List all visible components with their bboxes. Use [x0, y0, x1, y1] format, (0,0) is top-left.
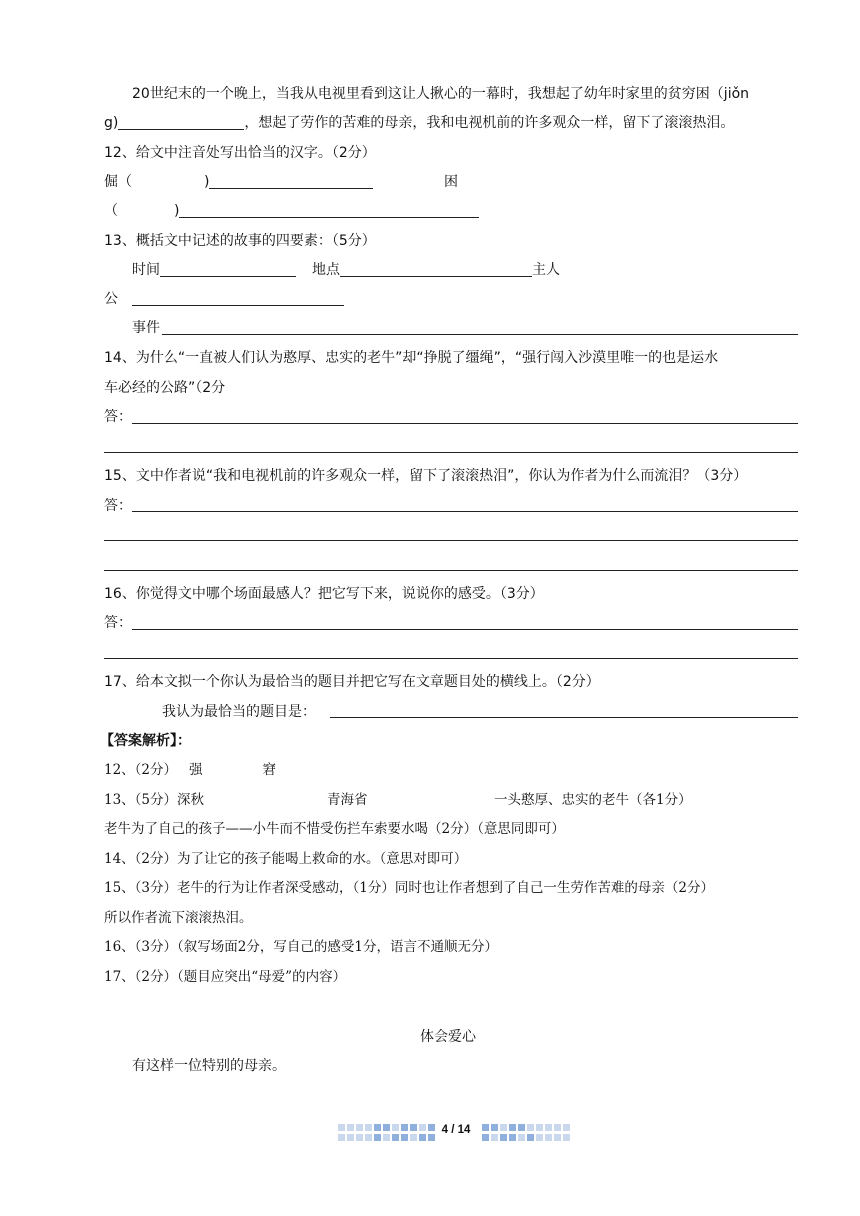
q17-answer-label: 我认为最恰当的题目是：: [162, 704, 316, 720]
question-14-line-2: 车必经的公路”（2分: [104, 380, 226, 396]
page-footer: [338, 1122, 574, 1144]
answer-12-prefix: 12、（2分）: [104, 762, 178, 778]
q17-answer-blank[interactable]: [330, 717, 798, 718]
section-title: 体会爱心: [420, 1029, 476, 1045]
blank-jiong[interactable]: [118, 115, 244, 130]
answer-13-hero: 一头憨厚、忠实的老牛（各1分）: [494, 792, 692, 808]
footer-decor-square: [356, 1124, 363, 1131]
q12-blank-1[interactable]: [209, 174, 373, 189]
footer-decor-square: [401, 1124, 408, 1131]
footer-decor-square: [374, 1134, 381, 1141]
q16-answer-line-1[interactable]: [132, 629, 798, 630]
q13-hero-label: 主人: [532, 262, 560, 278]
footer-decor-square: [500, 1124, 507, 1131]
passage-line-2: [104, 113, 734, 133]
question-12-row-2: [104, 201, 479, 221]
q12-blank-2[interactable]: [179, 203, 479, 218]
footer-decor-square: [347, 1134, 354, 1141]
answer-15-line-2: 所以作者流下滚滚热泪。: [104, 910, 253, 926]
q15-answer-label: 答：: [104, 498, 132, 514]
footer-decor-square: [356, 1134, 363, 1141]
passage-line-2-text: ，想起了劳作的苦难的母亲，我和电视机前的许多观众一样，留下了滚滚热泪。: [244, 115, 735, 131]
footer-decor-square: [545, 1124, 552, 1131]
q15-answer-line-2[interactable]: [104, 540, 798, 541]
footer-decor-square: [509, 1134, 516, 1141]
q15-answer-line-3[interactable]: [104, 570, 798, 571]
footer-decor-square: [365, 1134, 372, 1141]
question-17: 17、给本文拟一个你认为最恰当的题目并把它写在文章题目处的横线上。（2分）: [104, 674, 600, 690]
answer-12: [104, 760, 276, 780]
footer-decor-square: [500, 1134, 507, 1141]
footer-decor-square: [491, 1134, 498, 1141]
q14-answer-line-2[interactable]: [104, 452, 798, 453]
answer-15-line-1: 15、（3分）老牛的行为让作者深受感动，（1分）同时也让作者想到了自己一生劳作苦难的母亲（2分）: [104, 880, 714, 896]
q14-answer-line-1[interactable]: [132, 423, 798, 424]
passage-line-1: 20世纪末的一个晚上，当我从电视里看到这让人揪心的一幕时，我想起了幼年时家里的贫穷困（jiǒn: [132, 86, 750, 102]
footer-decor-square: [365, 1124, 372, 1131]
q13-row-1: [132, 260, 560, 280]
footer-decor-square: [563, 1134, 570, 1141]
answer-13-event: 老牛为了自己的孩子——小牛而不惜受伤拦车索要水喝（2分）（意思同即可）: [104, 821, 565, 837]
q13-place-label: 地点: [312, 262, 340, 278]
footer-decor-square: [392, 1124, 399, 1131]
footer-decor-square: [374, 1124, 381, 1131]
answer-13-prefix: 13、（5分）深秋: [104, 792, 205, 808]
footer-decor-square: [428, 1134, 435, 1141]
footer-decor-square: [536, 1124, 543, 1131]
answer-13-place: 青海省: [327, 792, 368, 808]
footer-decor-square: [410, 1124, 417, 1131]
footer-decor-square: [419, 1134, 426, 1141]
footer-decor-square: [518, 1134, 525, 1141]
question-16: 16、你觉得文中哪个场面最感人？把它写下来，说说你的感受。（3分）: [104, 586, 544, 602]
q12-open-paren: （: [104, 203, 118, 219]
q13-event-blank[interactable]: [162, 334, 798, 335]
answer-12-char-1: 强: [189, 762, 203, 778]
q16-answer-label: 答：: [104, 615, 132, 631]
footer-decor-square: [482, 1134, 489, 1141]
q13-hero-label-2: 公: [104, 291, 118, 307]
footer-decor-square: [383, 1124, 390, 1131]
q13-event-label: 事件: [132, 320, 160, 336]
q12-char-kun: 困: [444, 174, 458, 190]
footer-decor-square: [536, 1134, 543, 1141]
pinyin-end: g): [104, 115, 119, 131]
q15-answer-line-1[interactable]: [132, 511, 798, 512]
answer-17: 17、（2分）（题目应突出“母爱”的内容）: [104, 969, 347, 985]
footer-decor-square: [554, 1134, 561, 1141]
question-13: 13、概括文中记述的故事的四要素：（5分）: [104, 233, 376, 249]
q13-hero-blank[interactable]: [132, 291, 344, 306]
answer-16: 16、（3分）（叙写场面2分，写自己的感受1分，语言不通顺无分）: [104, 939, 498, 955]
answers-heading: 【答案解析】：: [100, 733, 191, 749]
q16-answer-line-2[interactable]: [104, 658, 798, 659]
footer-decor-square: [545, 1134, 552, 1141]
answer-12-char-2: 窘: [262, 762, 277, 778]
footer-decor-square: [527, 1134, 534, 1141]
q13-time-blank[interactable]: [160, 262, 296, 277]
question-15: 15、文中作者说“我和电视机前的许多观众一样，留下了滚滚热泪”，你认为作者为什么而流泪？（3分）: [104, 468, 748, 484]
q13-time-label: 时间: [132, 262, 160, 278]
footer-decor-square: [419, 1124, 426, 1131]
footer-decor-square: [347, 1124, 354, 1131]
footer-decor-square: [518, 1124, 525, 1131]
q12-close-paren: ): [204, 174, 210, 190]
footer-decor-square: [401, 1134, 408, 1141]
footer-decor-square: [338, 1124, 345, 1131]
footer-decor-square: [527, 1124, 534, 1131]
footer-decor-square: [509, 1124, 516, 1131]
q12-close-paren-2: ): [174, 203, 180, 219]
footer-decor-square: [563, 1124, 570, 1131]
footer-decor-square: [491, 1124, 498, 1131]
section-first-line: 有这样一位特别的母亲。: [132, 1058, 286, 1074]
question-14-line-1: 14、为什么“一直被人们认为憨厚、忠实的老牛”却“挣脱了缰绳”，“强行闯入沙漠里唯一的也是运水: [104, 350, 719, 366]
q14-answer-label: 答：: [104, 409, 132, 425]
page-number: 4 / 14: [434, 1124, 478, 1136]
q13-place-blank[interactable]: [340, 262, 532, 277]
footer-decor-square: [410, 1134, 417, 1141]
q13-row-2: [104, 289, 344, 309]
question-12-row-1: [104, 172, 373, 192]
footer-decor-square: [554, 1124, 561, 1131]
footer-decor-square: [428, 1124, 435, 1131]
question-12: 12、给文中注音处写出恰当的汉字。（2分）: [104, 145, 376, 161]
q12-char-jue: 倔（: [104, 174, 132, 190]
footer-decor-square: [392, 1134, 399, 1141]
footer-decor-square: [383, 1134, 390, 1141]
footer-decor-square: [338, 1134, 345, 1141]
footer-decor-square: [482, 1124, 489, 1131]
answer-14: 14、（2分）为了让它的孩子能喝上救命的水。（意思对即可）: [104, 851, 468, 867]
